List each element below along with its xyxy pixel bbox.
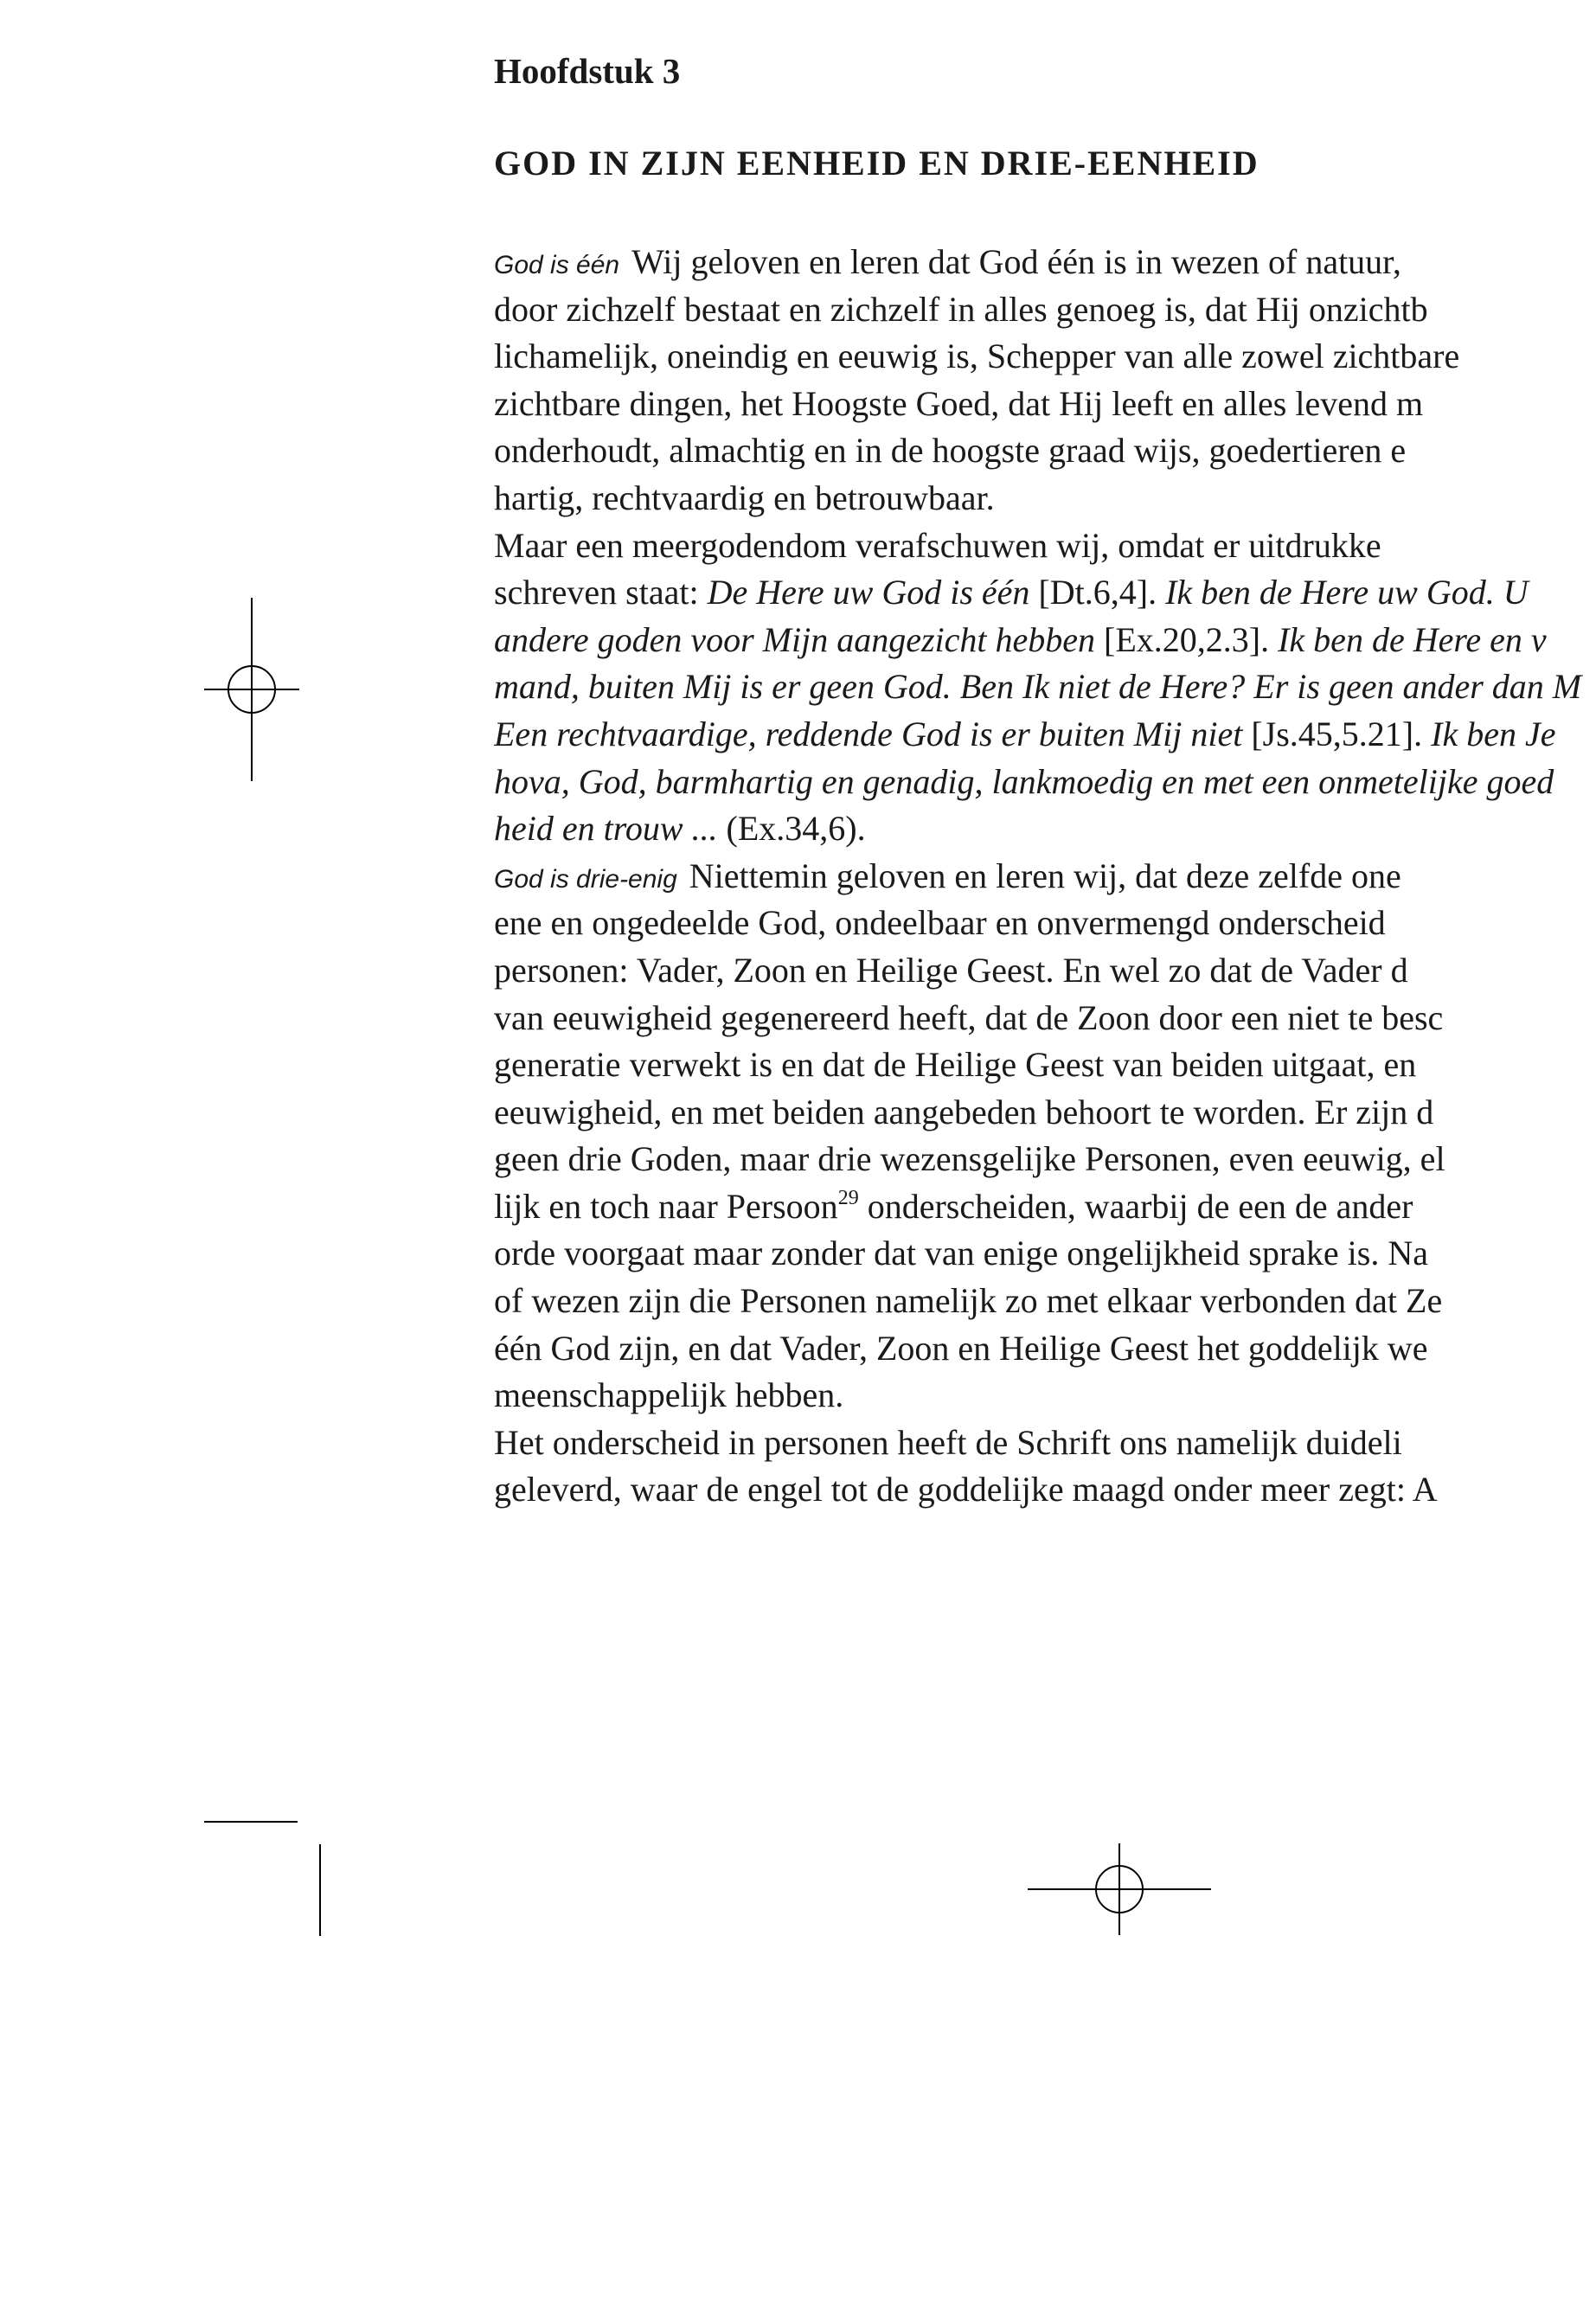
- text-line: [494, 711, 1596, 759]
- text-line: eeuwigheid, en met beiden aangebeden behoort te worden. Er zijn d: [494, 1092, 1434, 1131]
- text-line: of wezen zijn die Personen namelijk zo met elkaar verbonden dat Ze: [494, 1281, 1443, 1321]
- scripture-reference: [Ex.20,2.3].: [1095, 619, 1279, 659]
- scripture-quote: Ik ben de Here uw God. U: [1165, 573, 1529, 612]
- registration-mark-left-icon: [204, 598, 299, 781]
- text-line: lijk en toch naar Persoon$^{29}$ onderscheiden, waarbij de een de ander: [494, 1186, 1413, 1226]
- text-line: onderhoudt, almachtig en in de hoogste graad wijs, goedertieren e: [494, 431, 1407, 471]
- text-line: personen: Vader, Zoon en Heilige Geest. En wel zo dat de Vader d: [494, 950, 1408, 990]
- scripture-quote: De Here uw God is één: [707, 573, 1030, 612]
- text-line: door zichzelf bestaat en zichzelf in alles genoeg is, dat Hij onzichtb: [494, 289, 1428, 329]
- scripture-reference: [Dt.6,4].: [1029, 573, 1166, 612]
- crop-mark-vertical: [319, 1844, 321, 1936]
- scripture-quote: Een rechtvaardige, reddende God is er buiten Mij niet: [494, 714, 1243, 753]
- text-line: generatie verwekt is en dat de Heilige Geest van beiden uitgaat, en: [494, 1045, 1417, 1085]
- chapter-title: GOD IN ZIJN EENHEID EN DRIE-EENHEID: [494, 144, 1259, 183]
- footnote-marker: 29: [837, 1186, 859, 1209]
- text-line: God is drie-enig Niettemin geloven en leren wij, dat deze zelfde one: [494, 856, 1401, 895]
- text-line: ene en ongedeelde God, ondeelbaar en onvermengd onderscheid: [494, 903, 1386, 943]
- body-text: [494, 239, 1596, 1514]
- margin-note-god-is-drie-enig: God is drie-enig: [494, 864, 677, 894]
- text-line: zichtbare dingen, het Hoogste Goed, dat Hij leeft en alles levend m: [494, 383, 1424, 423]
- text-line: schreven staat: De Here uw God is één [Dt.6,4]. Ik ben de Here uw God. U: [494, 573, 1529, 612]
- text-line: geen drie Goden, maar drie wezensgelijke Personen, even eeuwig, el: [494, 1139, 1445, 1179]
- text-line: van eeuwigheid gegenereerd heeft, dat de Zoon door een niet te besc: [494, 997, 1444, 1037]
- text-line: Maar een meergodendom verafschuwen wij, omdat er uitdrukke: [494, 525, 1381, 565]
- scripture-reference: (Ex.34,6).: [717, 809, 866, 849]
- scripture-quote: heid en trouw ...: [494, 809, 718, 849]
- text-line: Het onderscheid in personen heeft de Schrift ons namelijk duideli: [494, 1422, 1402, 1462]
- text-line: God is één Wij geloven en leren dat God één is in wezen of natuur,: [494, 242, 1401, 281]
- text-line: één God zijn, en dat Vader, Zoon en Heilige Geest het goddelijk we: [494, 1328, 1428, 1368]
- text-line: geleverd, waar de engel tot de goddelijke maagd onder meer zegt: A: [494, 1470, 1438, 1509]
- text-line: hartig, rechtvaardig en betrouwbaar.: [494, 478, 995, 517]
- text-line: [494, 805, 1596, 853]
- text-line: mand, buiten Mij is er geen God. Ben Ik niet de Here? Er is geen ander dan M: [494, 667, 1582, 707]
- crop-mark-horizontal: [204, 1821, 298, 1823]
- scripture-quote: andere goden voor Mijn aangezicht hebben: [494, 619, 1096, 659]
- registration-mark-bottom-icon: [1028, 1843, 1211, 1935]
- text-line: lichamelijk, oneindig en eeuwig is, Schepper van alle zowel zichtbare: [494, 336, 1460, 376]
- scripture-quote: Ik ben de Here en v: [1278, 619, 1547, 659]
- margin-note-god-is-een: God is één: [494, 251, 620, 279]
- text-line: meenschappelijk hebben.: [494, 1375, 844, 1415]
- scripture-quote: Ik ben Je: [1431, 714, 1556, 753]
- scripture-reference: [Js.45,5.21].: [1242, 714, 1432, 753]
- text-line: orde voorgaat maar zonder dat van enige ongelijkheid sprake is. Na: [494, 1234, 1428, 1273]
- text-line: [494, 617, 1596, 664]
- text-line: hova, God, barmhartig en genadig, lankmoedig en met een onmetelijke goed: [494, 761, 1554, 801]
- chapter-heading: Hoofdstuk 3: [494, 51, 681, 91]
